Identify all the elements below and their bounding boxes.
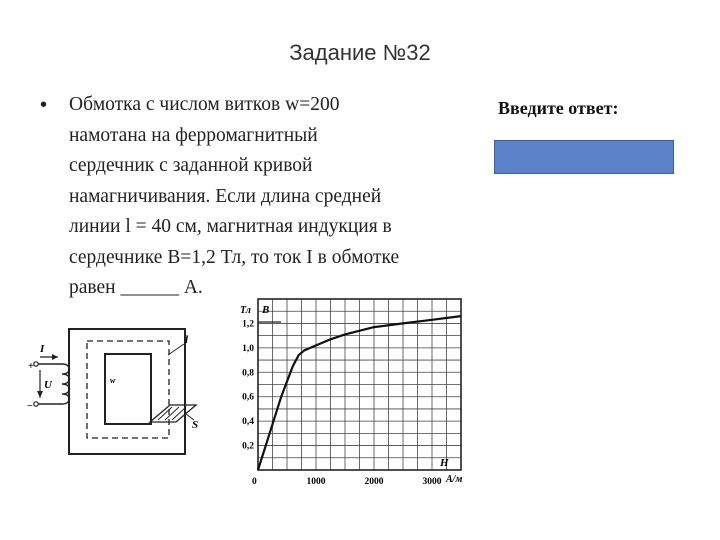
slide-title: Задание №32 [289,40,431,65]
y-unit-label: Тл [240,305,251,316]
y-tick-label: 0,8 [242,368,254,379]
y-tick-label: 1,0 [242,343,254,354]
problem-line: линии l = 40 см, магнитная индукция в [69,216,392,237]
problem-line: сердечник с заданной кривой [69,155,313,176]
problem-line: намотана на ферромагнитный [69,124,318,146]
problem-line: равен ______ А. [69,277,203,298]
x-tick-label: 0 [252,477,257,487]
x-tick-label: 3000 [422,477,442,487]
y-tick-label: 0,2 [242,441,254,452]
label-w: w [110,376,116,385]
label-l: l [185,334,189,346]
answer-label: Введите ответ: [498,98,619,118]
x-tick-label: 2000 [364,477,384,487]
label-i: I [40,343,45,355]
y-tick-label: 1,2 [242,319,254,330]
x-tick-label: 1000 [306,477,326,487]
bullet-marker: • [40,94,48,116]
label-minus: − [27,401,33,412]
x-unit-label: А/м [446,474,463,485]
x-axis-label: H [440,457,449,469]
label-plus: + [28,361,34,372]
problem-line: Обмотка с числом витков w=200 [69,94,340,115]
y-tick-label: 0,6 [242,392,254,403]
problem-line: намагничивания. Если длина средней [69,185,382,207]
y-tick-label: 0,4 [242,417,254,428]
y-axis-label: B [262,304,270,316]
label-u: U [44,379,52,391]
problem-line: сердечнике B=1,2 Тл, то ток I в обмотке [69,246,400,268]
chart-grid [258,299,461,470]
label-s: S [192,419,199,431]
